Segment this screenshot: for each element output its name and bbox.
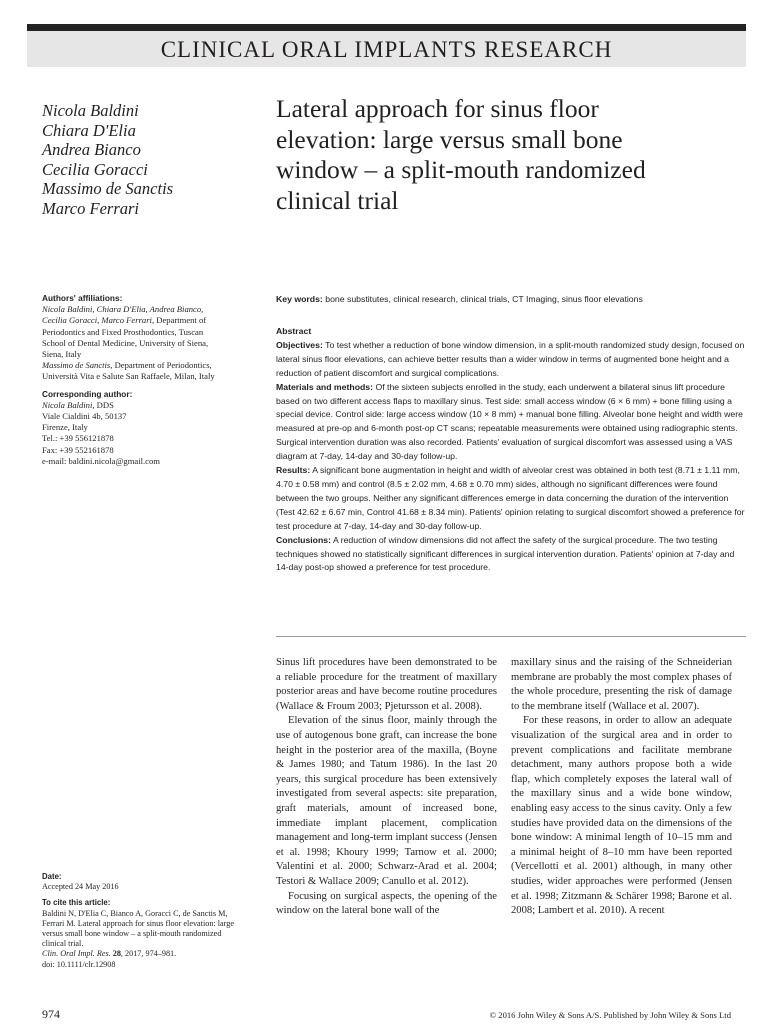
keywords xyxy=(276,293,756,305)
section-label: Results: xyxy=(276,465,311,476)
header-rule xyxy=(27,24,746,31)
body-paragraph: Focusing on surgical aspects, the opening of the window on the lateral bone wall of the xyxy=(276,890,497,917)
journal-name: CLINICAL ORAL IMPLANTS RESEARCH xyxy=(27,31,746,67)
title-line: window – a split-mouth randomized xyxy=(276,155,646,184)
corresponding-address: Viale Cialdini 4b, 50137 xyxy=(42,411,127,422)
keywords-label: Key words: xyxy=(276,294,323,304)
affiliation-text: Department of xyxy=(154,315,207,326)
citation-line: Ferrari M. Lateral approach for sinus floor elevation: large xyxy=(42,918,234,928)
article-title xyxy=(276,94,746,216)
cite-heading: To cite this article: xyxy=(42,898,111,908)
abstract-objectives xyxy=(276,339,746,381)
body-column-right xyxy=(511,656,732,919)
author-name: Marco Ferrari xyxy=(42,198,140,218)
affiliation-names: Massimo de Sanctis, xyxy=(42,360,113,371)
citation-line: clinical trial. xyxy=(42,939,84,949)
affiliation-names: Nicola Baldini, Chiara D'Elia, Andrea Bianco, xyxy=(42,304,204,315)
date-heading: Date: xyxy=(42,872,62,881)
author-name: Nicola Baldini xyxy=(42,101,139,120)
citation-line: versus small bone window – a split-mouth randomized xyxy=(42,929,222,939)
body-paragraph: For these reasons, in order to allow an adequate visualization of the surgical area and in order to prevent complications and facilitate membrane detachment, many authors propose both a wide flap, which completely exposes the lateral wall of the maxillary sinus and a wide bone window, enabling easy access to the sinus cavity. Only a few studies have provided data on the dimensions of the bone window: A minimal length of 10–15 mm and a minimal height of 8–10 mm have been reported (Vercellotti et al. 2001) although, in many other studies, wider approaches were performed (Jensen et al. 1998; Zitzmann & Schärer 1998; Barone et al. 2008; Lambert et al. 2010). A recent xyxy=(511,715,732,917)
section-label: Materials and methods: xyxy=(276,381,374,392)
section-text: A significant bone augmentation in height and width of alveolar crest was obtained in both test (8.71 ± 1.11 mm, 4.70 ± 0.58 mm) and control (8.5 ± 2.02 mm, 4.68 ± 0.70 mm) sides, although no significant differences were found between the two groups. Neither any significant differences emerge in data concerning the duration of the intervention (Test 42.62 ± 6.67 min, Control 41.68 ± 8.34 min). Patients' opinion relating to surgical discomfort showed a preference for test procedure at 7-day, 14-day and 30-day follow-up. xyxy=(276,465,745,531)
affiliations-heading: Authors' affiliations: xyxy=(42,293,123,303)
affiliation-text: Università Vita e Salute San Raffaele, Milan, Italy xyxy=(42,371,215,382)
corresponding-address: Firenze, Italy xyxy=(42,422,88,433)
author-list xyxy=(42,101,242,218)
abstract-divider xyxy=(276,636,746,637)
citation-doi: doi: 10.1111/clr.12908 xyxy=(42,959,116,969)
abstract-results xyxy=(276,464,746,534)
corresponding-fax: Fax: +39 552161878 xyxy=(42,444,114,455)
corresponding-tel: Tel.: +39 556121878 xyxy=(42,433,114,444)
affiliation-names: Cecilia Goracci, Marco Ferrari, xyxy=(42,315,155,326)
keywords-text: bone substitutes, clinical research, clinical trials, CT Imaging, sinus floor elevations xyxy=(322,294,643,304)
section-text: A reduction of window dimensions did not affect the safety of the surgical procedure. The two testing techniques showed no statistically significant differences in surgical intervention duration. Patients' opinion at 7-day and 14-day post-op showed a preference for test procedure. xyxy=(276,534,735,573)
abstract-conclusions xyxy=(276,534,746,576)
section-label: Conclusions: xyxy=(276,534,332,545)
body-paragraph: Elevation of the sinus floor, mainly through the use of autogenous bone graft, can increase the bone height in the posterior area of the maxilla, (Boyne & James 1980; and Tatum 1986). In the last 20 years, this surgical procedure has been extensively investigated from several aspects: site preparation, graft materials, amount of increased bone, immediate implant placement, complication management and long-term implant success (Jensen et al. 1998; Khoury 1999; Tarnow et al. 2000; Valentini et al. 2000; Schwarz-Arad et al. 2004; Testori & Wallace 2009; Canullo et al. 2012). xyxy=(276,715,497,887)
author-name: Cecilia Goracci xyxy=(42,159,148,179)
citation-journal: Clin. Oral Impl. Res. xyxy=(42,949,111,959)
abstract-heading: Abstract xyxy=(276,326,312,336)
affiliation-text: Department of Periodontics, xyxy=(112,360,212,371)
section-text: To test whether a reduction of bone window dimension, in a split-mouth randomized study design, focused on lateral sinus floor elevations, can achieve better results than a wider window in terms of augmented bone height and a reduction of patient discomfort and surgical complications. xyxy=(276,339,745,378)
section-label: Objectives: xyxy=(276,339,323,350)
page-number: 974 xyxy=(42,1007,60,1021)
title-line: elevation: large versus small bone xyxy=(276,124,623,154)
corresponding-degree: DDS xyxy=(94,399,114,410)
abstract-block xyxy=(276,325,746,575)
citation-line: Baldini N, D'Elia C, Bianco A, Goracci C, de Sanctis M, xyxy=(42,908,228,918)
abstract-methods xyxy=(276,381,746,464)
affiliation-text: Siena, Italy xyxy=(42,349,82,360)
corresponding-email: e-mail: baldini.nicola@gmail.com xyxy=(42,455,160,466)
affiliation-text: Periodontics and Fixed Prosthodontics, Tuscan xyxy=(42,326,204,337)
title-line: Lateral approach for sinus floor xyxy=(276,94,599,123)
article-dates xyxy=(42,872,274,970)
copyright: © 2016 John Wiley & Sons A/S. Published by John Wiley & Sons Ltd xyxy=(489,1010,731,1020)
corresponding-heading: Corresponding author: xyxy=(42,388,133,399)
affiliation-text: School of Dental Medicine, University of Siena, xyxy=(42,337,209,348)
title-line: clinical trial xyxy=(276,185,399,215)
body-paragraph: maxillary sinus and the raising of the Schneiderian membrane are probably the most complex phases of the whole procedure, presenting the risk of damage to the membrane itself (Wallace et al. 2007). xyxy=(511,657,732,712)
author-name: Massimo de Sanctis xyxy=(42,179,174,198)
accepted-date: Accepted 24 May 2016 xyxy=(42,882,119,892)
corresponding-name: Nicola Baldini, xyxy=(42,399,95,410)
citation-volume: 28 xyxy=(110,949,121,959)
author-name: Andrea Bianco xyxy=(42,140,141,159)
author-name: Chiara D'Elia xyxy=(42,120,136,140)
affiliations-block xyxy=(42,293,267,467)
body-column-left xyxy=(276,656,497,919)
section-text: Of the sixteen subjects enrolled in the study, each underwent a bilateral sinus lift procedure based on two different access flaps to maxillary sinus. Test side: small access window (6 × 6 mm) + bone filling using a special device. Control side: large access window (10 × 8 mm) + manual bone filling. Alveolar bone height and width were measured at pre-op and 6-month post-op CT scans; repeatable measurements were obtained using radiographic stents. Surgical intervention duration was also recorded. Patients' evaluation of surgical discomfort was assessed using a VAS diagram at 7-day, 14-day and 30-day follow-up. xyxy=(276,381,743,462)
citation-pages: , 2017, 974–981. xyxy=(120,949,177,959)
body-paragraph: Sinus lift procedures have been demonstrated to be a reliable procedure for the treatment of maxillary posterior areas and have become routine procedures (Wallace & Froum 2003; Pjetursson et al. 2008). xyxy=(276,657,497,712)
